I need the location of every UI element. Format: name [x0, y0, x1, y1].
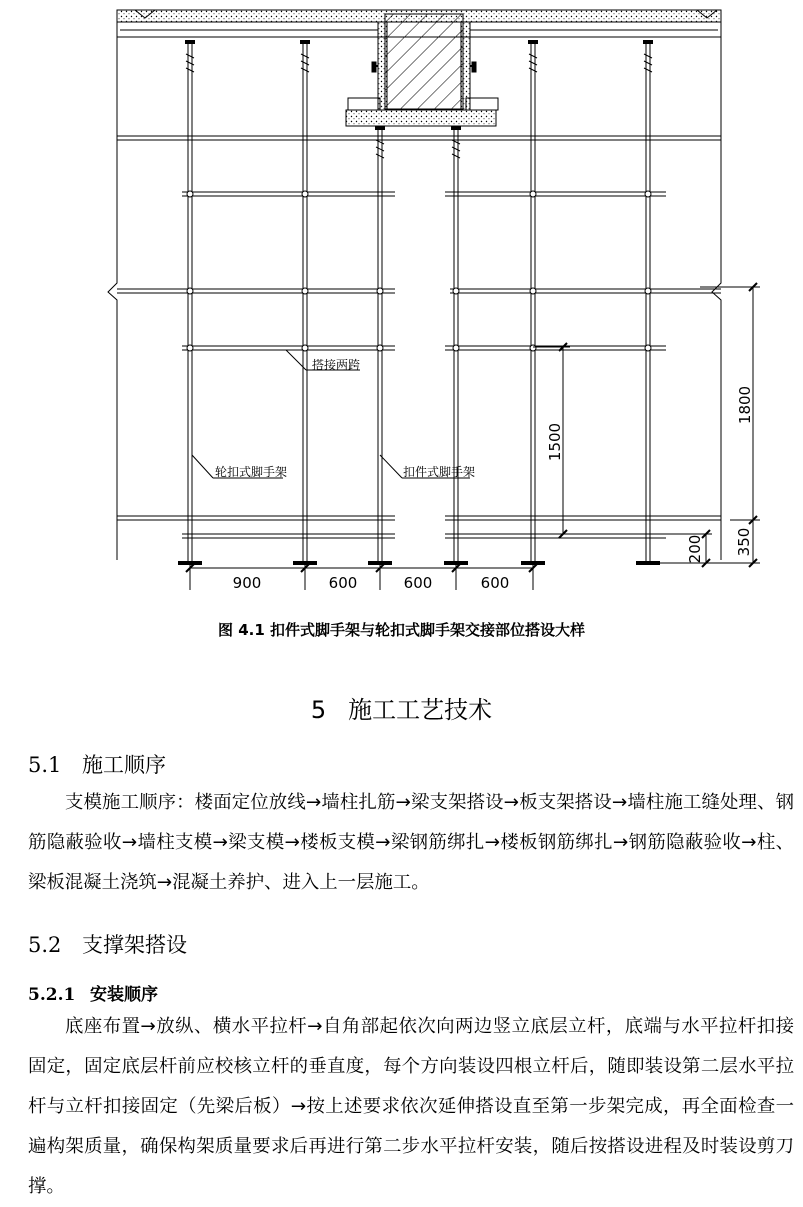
dim-1800: 1800: [736, 385, 754, 425]
chapter-heading: [0, 690, 803, 725]
dim-600-a: 600: [328, 574, 358, 592]
coupler: [187, 345, 193, 351]
screw-thread: [301, 61, 309, 65]
screw-thread: [644, 61, 652, 65]
coupler: [645, 191, 651, 197]
coupler: [530, 191, 536, 197]
overlap-label: 搭接两跨: [312, 358, 361, 372]
subsection-heading-5-2-1: [28, 980, 158, 1005]
screw-thread: [529, 68, 537, 72]
coupler: [645, 345, 651, 351]
coupler: [377, 288, 383, 294]
screw-thread: [186, 68, 194, 72]
screw-thread: [376, 154, 384, 158]
u-head: [185, 40, 195, 44]
screw-thread: [452, 147, 460, 151]
dimension-ticks: [186, 283, 757, 572]
subsection-number: 5.2.1: [28, 985, 76, 1005]
section-heading-5-2: [28, 929, 187, 959]
dim-600-b: 600: [403, 574, 433, 592]
coupler: [453, 288, 459, 294]
dim-200: 200: [686, 534, 704, 564]
screw-thread: [376, 140, 384, 144]
u-head: [528, 40, 538, 44]
coupler: [302, 345, 308, 351]
section-number: 5.2: [28, 933, 62, 957]
screw-thread: [452, 154, 460, 158]
dim-1500: 1500: [546, 422, 564, 462]
screw-thread: [529, 61, 537, 65]
section-paragraph-5-1: 支模施工顺序：楼面定位放线→墙柱扎筋→梁支架搭设→板支架搭设→墙柱施工缝处理、钢筋隐蔽验收→墙柱支模→梁支模→楼板支模→梁钢筋绑扎→楼板钢筋绑扎→钢筋隐蔽验收→柱、梁板混凝土浇筑→混凝土养护、进入上一层施工。: [28, 792, 794, 893]
fastener-label: 扣件式脚手架: [403, 465, 476, 479]
section-title: 支撑架搭设: [82, 933, 187, 957]
slab-and-beam: [117, 10, 721, 126]
coupler: [530, 288, 536, 294]
screw-thread: [644, 68, 652, 72]
subsection-title: 安装顺序: [90, 985, 158, 1005]
coupler: [187, 191, 193, 197]
u-head: [451, 126, 461, 130]
coupler: [453, 345, 459, 351]
section-heading-5-1: [28, 749, 166, 779]
screw-thread: [644, 54, 652, 58]
screw-thread: [301, 54, 309, 58]
screw-thread: [186, 61, 194, 65]
coupler: [530, 345, 536, 351]
screw-thread: [301, 68, 309, 72]
screw-thread: [186, 54, 194, 58]
dim-900: 900: [232, 574, 262, 592]
figure-caption: 图 4.1 扣件式脚手架与轮扣式脚手架交接部位搭设大样: [217, 621, 586, 639]
u-head: [643, 40, 653, 44]
u-head: [300, 40, 310, 44]
coupler: [187, 288, 193, 294]
coupler: [302, 191, 308, 197]
section-number: 5.1: [28, 753, 62, 777]
chapter-title: 施工工艺技术: [348, 696, 493, 724]
wheel-buckle-label: 轮扣式脚手架: [215, 465, 288, 479]
coupler: [302, 288, 308, 294]
dim-350: 350: [735, 527, 753, 557]
screw-thread: [376, 147, 384, 151]
coupler: [377, 345, 383, 351]
subsection-paragraph-5-2-1: 底座布置→放纵、横水平拉杆→自角部起依次向两边竖立底层立杆，底端与水平拉杆扣接固定，固定底层杆前应校核立杆的垂直度，每个方向装设四根立杆后，随即装设第二层水平拉杆与立杆扣接固定（先梁后板）→按上述要求依次延伸搭设直至第一步架完成，再全面检查一遍构架质量，确保构架质量要求后再进行第二步水平拉杆安装，随后按搭设进程及时装设剪刀撑。: [28, 1016, 794, 1197]
u-head: [375, 126, 385, 130]
screw-thread: [452, 140, 460, 144]
screw-thread: [529, 54, 537, 58]
dim-600-c: 600: [480, 574, 510, 592]
coupler: [645, 288, 651, 294]
dimension-lines: [190, 287, 760, 590]
section-title: 施工顺序: [82, 753, 166, 777]
chapter-number: 5: [310, 696, 327, 724]
